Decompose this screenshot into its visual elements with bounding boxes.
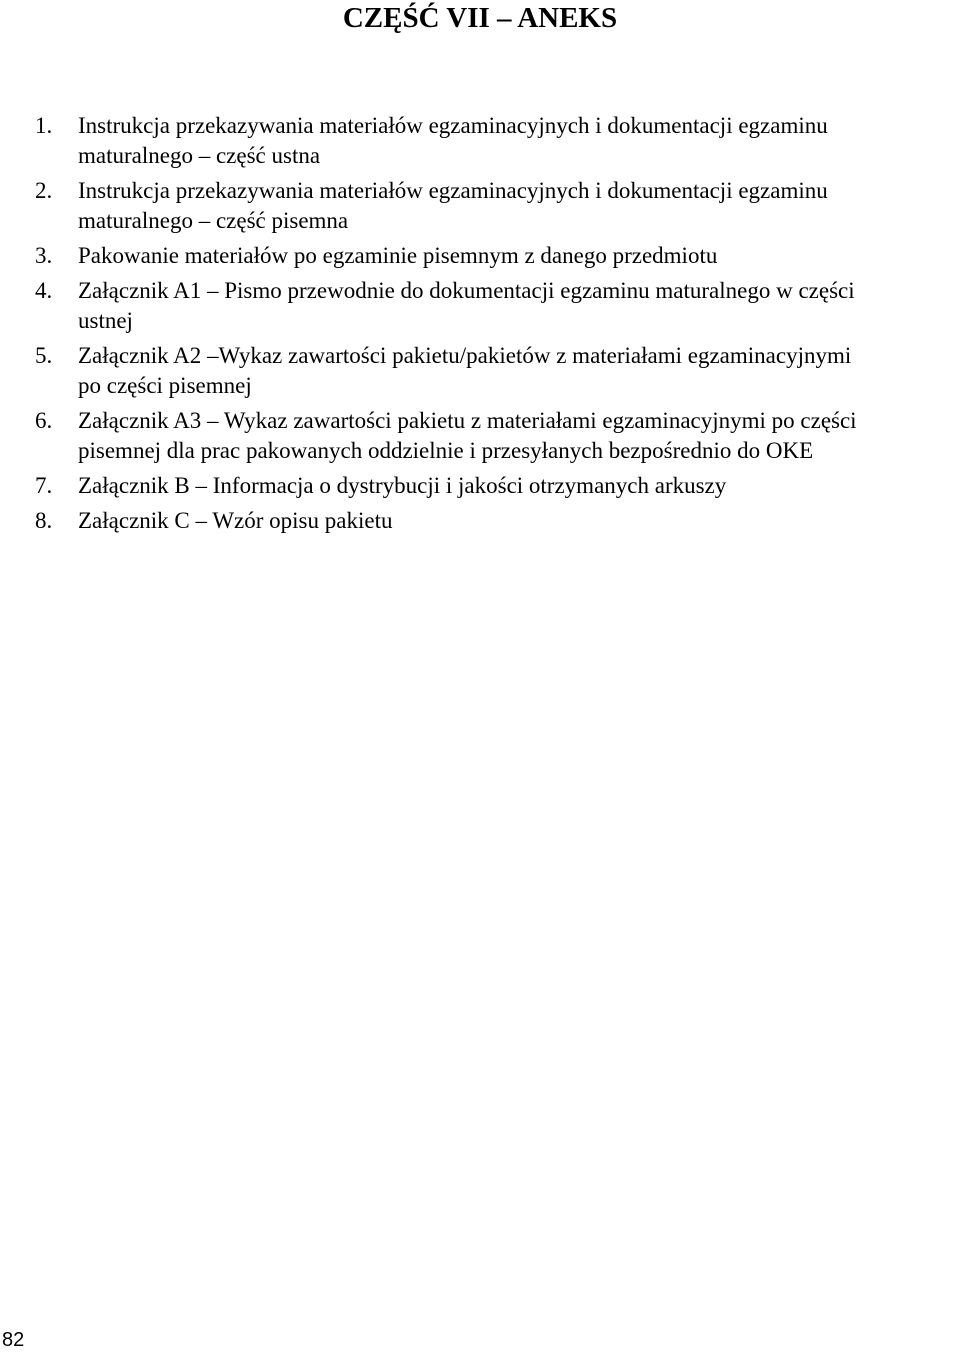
item-number: 4. — [35, 278, 53, 303]
item-text-line: maturalnego – część ustna — [78, 143, 321, 168]
list-item — [35, 341, 960, 401]
item-number: 8. — [35, 508, 53, 533]
item-text-line: Załącznik C – Wzór opisu pakietu — [78, 508, 393, 533]
list-item — [35, 506, 960, 536]
list-item — [35, 406, 960, 466]
item-text-line: Załącznik B – Informacja o dystrybucji i jakości otrzymanych arkuszy — [78, 473, 727, 498]
item-text-line: Instrukcja przekazywania materiałów egzaminacyjnych i dokumentacji egzaminu — [78, 113, 828, 138]
item-text-line: Instrukcja przekazywania materiałów egzaminacyjnych i dokumentacji egzaminu — [78, 178, 828, 203]
item-text-line: Załącznik A2 –Wykaz zawartości pakietu/pakietów z materiałami egzaminacyjnymi — [78, 343, 852, 368]
item-text-line: po części pisemnej — [78, 373, 252, 398]
item-text-line: maturalnego – część pisemna — [78, 208, 349, 233]
item-number: 7. — [35, 473, 53, 498]
item-number: 1. — [35, 113, 53, 138]
item-number: 3. — [35, 243, 53, 268]
item-number: 6. — [35, 408, 53, 433]
page-title: CZĘŚĆ VII – ANEKS — [342, 2, 618, 34]
item-number: 5. — [35, 343, 53, 368]
item-text-line: ustnej — [78, 308, 133, 333]
list-item — [35, 471, 960, 501]
item-text-line: Załącznik A1 – Pismo przewodnie do dokumentacji egzaminu maturalnego w części — [78, 278, 855, 303]
list-item — [35, 111, 960, 171]
list-item — [35, 276, 960, 336]
list-item — [35, 241, 960, 271]
item-text-line: Pakowanie materiałów po egzaminie pisemnym z danego przedmiotu — [78, 243, 718, 268]
item-text-line: pisemnej dla prac pakowanych oddzielnie i przesyłanych bezpośrednio do OKE — [78, 438, 814, 463]
annex-contents-list — [35, 111, 960, 541]
page-number: 82 — [2, 1329, 25, 1351]
item-text-line: Załącznik A3 – Wykaz zawartości pakietu z materiałami egzaminacyjnymi po części — [78, 408, 857, 433]
list-item — [35, 176, 960, 236]
item-number: 2. — [35, 178, 53, 203]
